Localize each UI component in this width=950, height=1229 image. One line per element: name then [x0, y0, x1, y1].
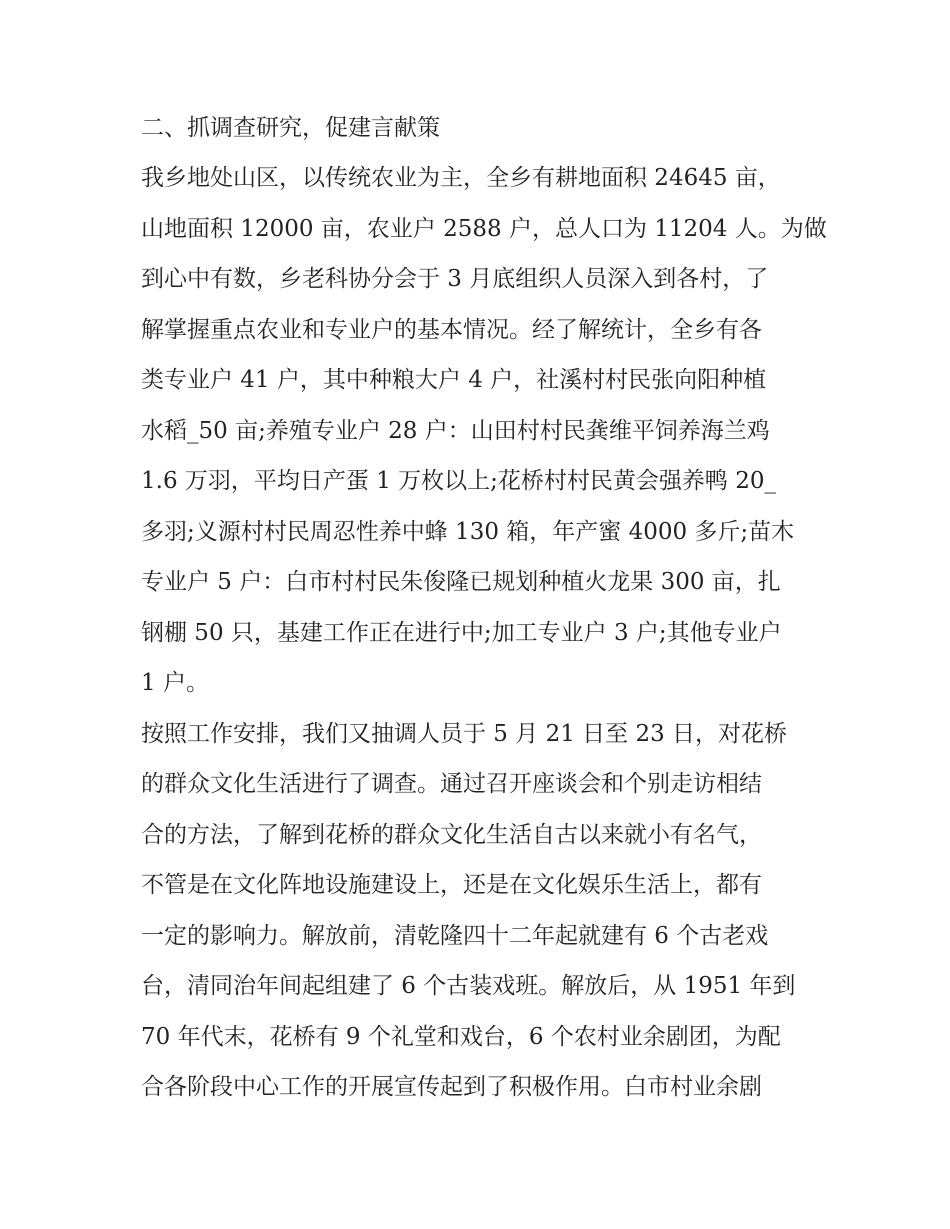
- body-line: 一定的影响力。解放前，清乾隆四十二年起就建有 6 个古老戏: [141, 923, 769, 949]
- body-line: 解掌握重点农业和专业户的基本情况。经了解统计，全乡有各: [141, 317, 762, 343]
- body-line: 水稻_50 亩;养殖专业户 28 户：山田村村民龚维平饲养海兰鸡: [141, 418, 770, 444]
- body-line: 专业户 5 户：白市村村民朱俊隆已规划种植火龙果 300 亩，扎: [141, 569, 781, 595]
- body-line: 多羽;义源村村民周忍性养中蜂 130 箱，年产蜜 4000 多斤;苗木: [141, 519, 795, 545]
- body-line: 按照工作安排，我们又抽调人员于 5 月 21 日至 23 日，对花桥: [141, 721, 788, 747]
- body-line: 台，清同治年间起组建了 6 个古装戏班。解放后，从 1951 年到: [141, 973, 796, 999]
- body-line: 不管是在文化阵地设施建设上，还是在文化娱乐生活上，都有: [141, 872, 762, 898]
- section-heading: 二、抓调查研究，促建言献策: [141, 115, 440, 141]
- body-line: 到心中有数，乡老科协分会于 3 月底组织人员深入到各村，了: [141, 266, 769, 292]
- body-line: 合各阶段中心工作的开展宣传起到了积极作用。白市村业余剧: [141, 1074, 762, 1100]
- body-line: 70 年代末，花桥有 9 个礼堂和戏台，6 个农村业余剧团，为配: [141, 1024, 781, 1050]
- body-line: 合的方法，了解到花桥的群众文化生活自古以来就小有名气，: [141, 822, 762, 848]
- body-line: 1.6 万羽，平均日产蛋 1 万枚以上;花桥村村民黄会强养鸭 20_: [141, 468, 776, 494]
- body-line: 钢棚 50 只，基建工作正在进行中;加工专业户 3 户;其他专业户: [141, 620, 782, 646]
- body-line: 的群众文化生活进行了调查。通过召开座谈会和个别走访相结: [141, 771, 762, 797]
- body-line: 类专业户 41 户，其中种粮大户 4 户，社溪村村民张向阳种植: [141, 367, 767, 393]
- body-line: 我乡地处山区，以传统农业为主，全乡有耕地面积 24645 亩，: [141, 165, 781, 191]
- body-line: 山地面积 12000 亩，农业户 2588 户，总人口为 11204 人。为做: [141, 216, 827, 242]
- body-line: 1 户。: [141, 670, 209, 696]
